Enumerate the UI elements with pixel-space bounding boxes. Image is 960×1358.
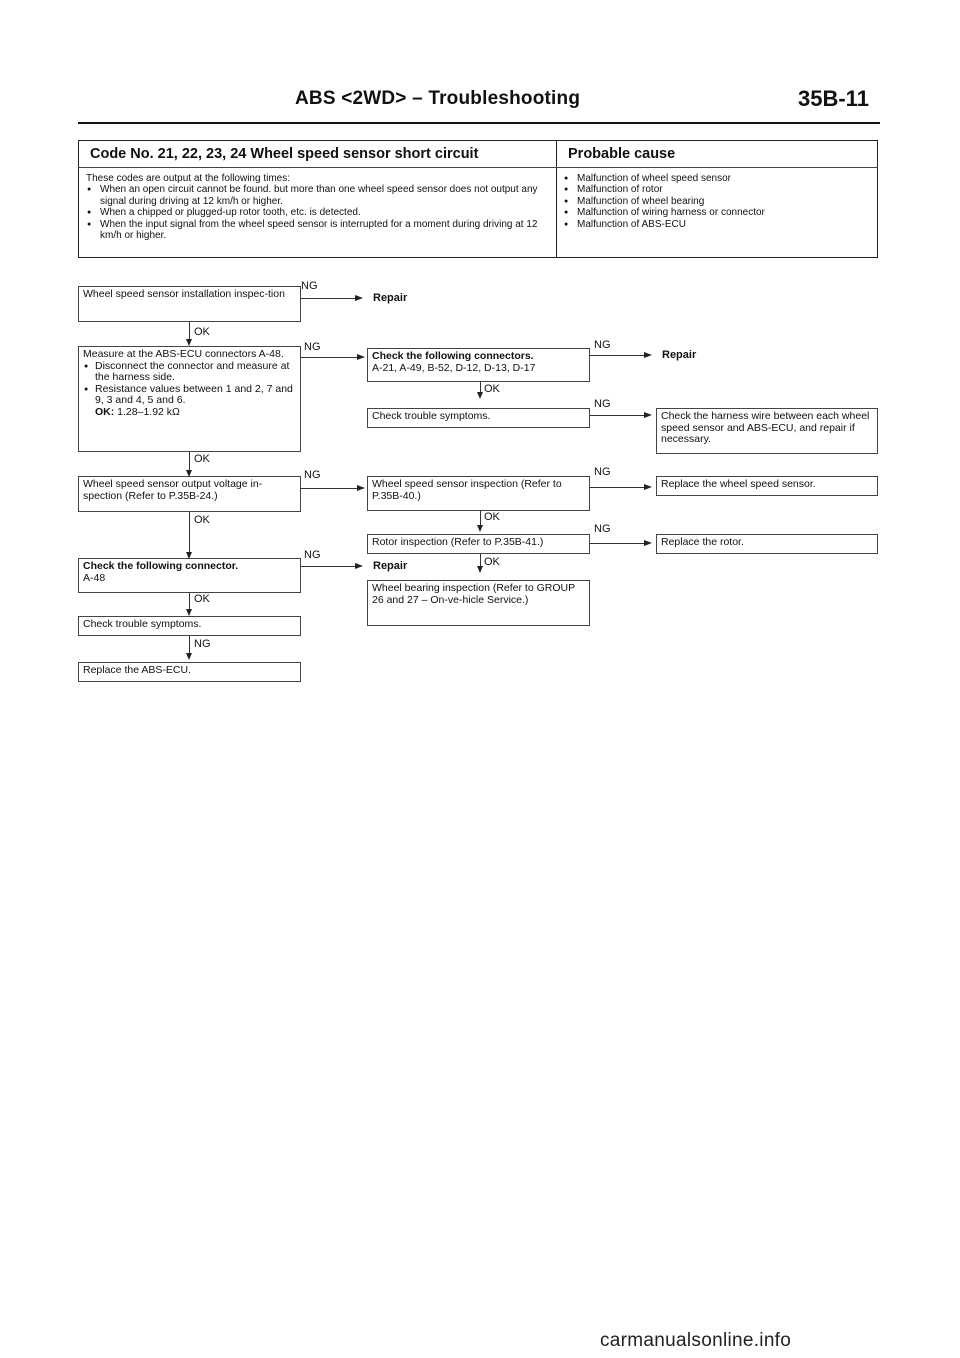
step-check-connector-a48 <box>78 558 301 593</box>
ok-label: OK <box>194 514 210 526</box>
step-check-trouble-symptoms-2 <box>367 408 590 428</box>
step-subtext: A-48 <box>83 571 106 584</box>
condition-item: ● When an open circuit cannot be found. but more than one wheel speed sensor does not output any signal during driving at 12 km/h or higher. <box>86 184 552 207</box>
probable-causes <box>563 173 863 230</box>
step-bullet: ● Disconnect the connector and measure at the harness side. <box>83 361 296 384</box>
ok-label: OK <box>484 556 500 568</box>
code-table-divider <box>556 140 557 258</box>
repair-result: Repair <box>662 349 697 361</box>
ok-label: OK <box>194 326 210 338</box>
page-title: ABS <2WD> – Troubleshooting <box>295 88 581 109</box>
cause-item: ● Malfunction of wiring harness or connector <box>563 207 863 218</box>
connector-line <box>590 355 644 356</box>
step-wheel-speed-sensor-inspection <box>367 476 590 511</box>
arrow-right-icon <box>355 295 363 301</box>
step-replace-wheel-speed-sensor <box>656 476 878 496</box>
step-text: Replace the rotor. <box>661 536 744 548</box>
step-text: Replace the wheel speed sensor. <box>661 478 816 490</box>
cause-item: ● Malfunction of rotor <box>563 184 863 195</box>
arrow-down-icon <box>477 525 483 532</box>
step-sensor-installation-inspection <box>78 286 301 322</box>
connector-line <box>480 554 481 566</box>
step-check-harness-wire <box>656 408 878 454</box>
arrow-right-icon <box>644 540 652 546</box>
ok-label: OK <box>484 511 500 523</box>
step-text: Wheel speed sensor installation inspec-tion <box>83 288 285 300</box>
arrow-down-icon <box>186 609 192 616</box>
connector-line <box>590 543 644 544</box>
connector-line <box>189 322 190 339</box>
ng-label: NG <box>594 339 611 351</box>
step-title: Check the following connector. <box>83 560 239 572</box>
step-text: Rotor inspection (Refer to P.35B-41.) <box>372 536 544 548</box>
ng-label: NG <box>194 638 211 650</box>
ok-label: OK <box>194 453 210 465</box>
connector-line <box>301 566 355 567</box>
step-text: Check trouble symptoms. <box>372 410 491 422</box>
arrow-down-icon <box>186 339 192 346</box>
ng-label: NG <box>304 469 321 481</box>
conditions-intro: These codes are output at the following times: <box>86 173 291 184</box>
connector-line <box>590 415 644 416</box>
page-number: 35B-11 <box>798 86 869 111</box>
ok-criteria-value: 1.28–1.92 kΩ <box>117 405 180 418</box>
step-replace-abs-ecu <box>78 662 301 682</box>
ng-label: NG <box>594 523 611 535</box>
ng-label: NG <box>594 466 611 478</box>
header-rule <box>78 122 880 124</box>
step-text: Wheel speed sensor output voltage in-spection (Refer to P.35B-24.) <box>83 478 263 502</box>
step-text: Check trouble symptoms. <box>83 618 202 630</box>
step-text: Check the harness wire between each wheel speed sensor and ABS-ECU, and repair if necessary. <box>661 410 870 446</box>
arrow-right-icon <box>357 485 365 491</box>
connector-line <box>590 487 644 488</box>
step-replace-rotor <box>656 534 878 554</box>
watermark: carmanualsonline.info <box>600 1330 792 1351</box>
ok-criteria-label: OK: <box>95 405 115 418</box>
ok-label: OK <box>484 383 500 395</box>
arrow-down-icon <box>186 653 192 660</box>
code-heading: Code No. 21, 22, 23, 24 Wheel speed sensor short circuit <box>90 146 479 162</box>
arrow-right-icon <box>355 563 363 569</box>
ng-label: NG <box>594 398 611 410</box>
arrow-right-icon <box>357 354 365 360</box>
step-text: Wheel bearing inspection (Refer to GROUP 26 and 27 – On-ve-hicle Service.) <box>372 582 575 606</box>
ng-label: NG <box>301 280 318 292</box>
connector-line <box>189 512 190 552</box>
step-subtext: A-21, A-49, B-52, D-12, D-13, D-17 <box>372 361 536 374</box>
arrow-down-icon <box>477 566 483 573</box>
repair-result: Repair <box>373 560 408 572</box>
cause-item: ● Malfunction of ABS-ECU <box>563 219 863 230</box>
connector-line <box>189 593 190 609</box>
arrow-right-icon <box>644 412 652 418</box>
ng-label: NG <box>304 549 321 561</box>
step-check-connectors <box>367 348 590 382</box>
probable-cause-heading: Probable cause <box>568 146 676 162</box>
repair-result: Repair <box>373 292 408 304</box>
step-wheel-bearing-inspection <box>367 580 590 626</box>
output-conditions <box>86 173 552 241</box>
connector-line <box>480 511 481 525</box>
cause-item: ● Malfunction of wheel bearing <box>563 196 863 207</box>
step-title: Check the following connectors. <box>372 350 534 362</box>
arrow-right-icon <box>644 352 652 358</box>
connector-line <box>480 382 481 392</box>
step-text: Replace the ABS-ECU. <box>83 664 191 676</box>
step-measure-ecu-connectors <box>78 346 301 452</box>
step-bullet: ● Resistance values between 1 and 2, 7 and 9, 3 and 4, 5 and 6. <box>83 384 296 407</box>
arrow-down-icon <box>477 392 483 399</box>
step-text: Measure at the ABS-ECU connectors A-48. <box>83 348 284 360</box>
step-sensor-output-voltage <box>78 476 301 512</box>
ok-criteria <box>83 407 296 419</box>
step-check-trouble-symptoms <box>78 616 301 636</box>
connector-line <box>301 357 357 358</box>
ng-label: NG <box>304 341 321 353</box>
connector-line <box>189 452 190 470</box>
condition-item: ● When a chipped or plugged-up rotor tooth, etc. is detected. <box>86 207 552 218</box>
step-text: Wheel speed sensor inspection (Refer to P.35B-40.) <box>372 478 562 502</box>
connector-line <box>301 488 357 489</box>
connector-line <box>189 636 190 653</box>
condition-item: ● When the input signal from the wheel speed sensor is interrupted for a moment during driving at 12 km/h or higher. <box>86 219 552 242</box>
code-table-header-rule <box>78 167 878 168</box>
step-rotor-inspection <box>367 534 590 554</box>
ok-label: OK <box>194 593 210 605</box>
arrow-right-icon <box>644 484 652 490</box>
cause-item: ● Malfunction of wheel speed sensor <box>563 173 863 184</box>
connector-line <box>301 298 355 299</box>
